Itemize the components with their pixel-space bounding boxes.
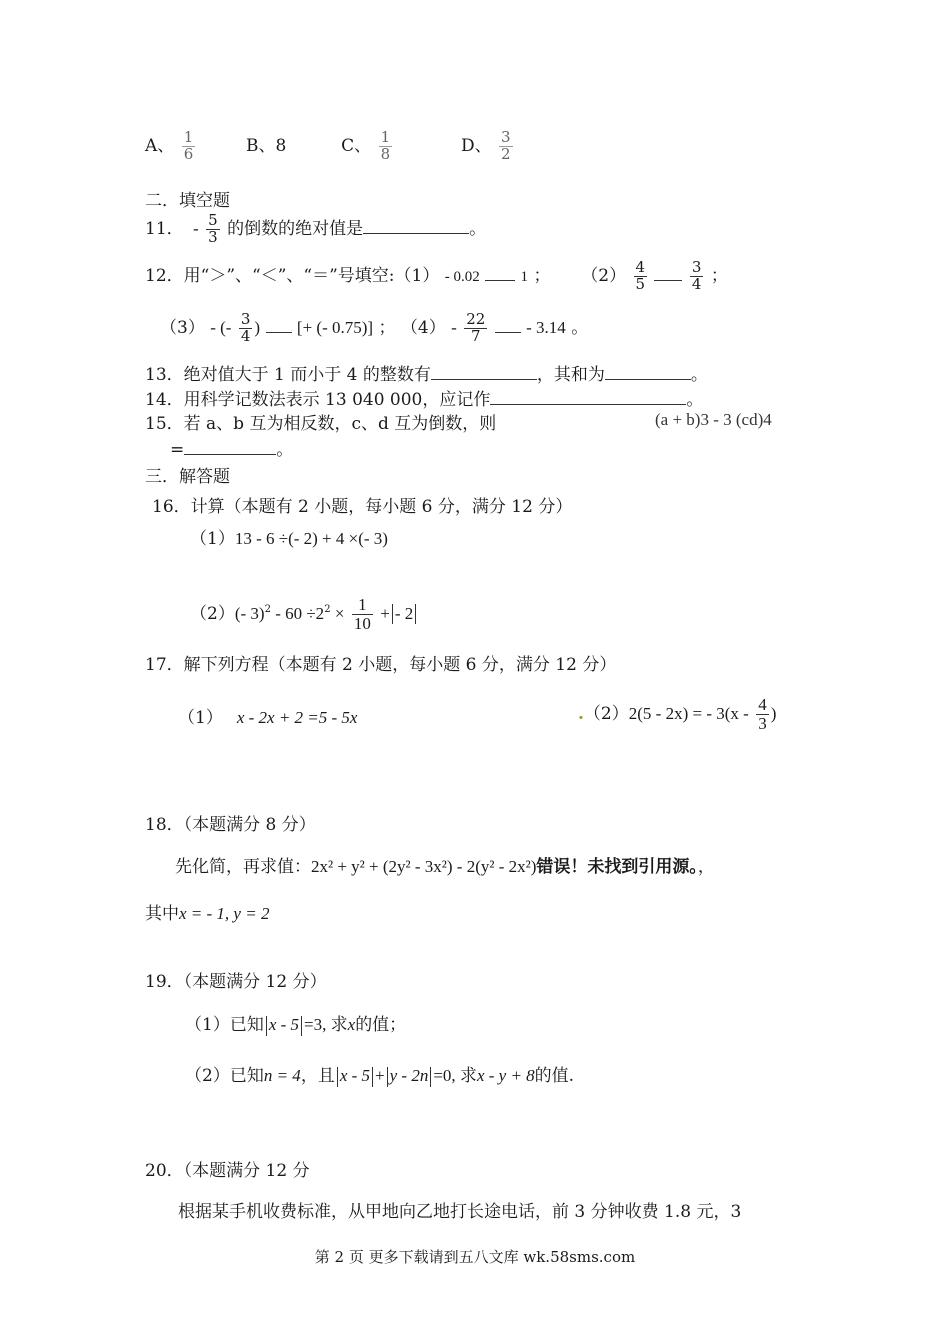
q18-reference-error: 错误！未找到引用源。	[536, 857, 698, 877]
q10-options	[145, 130, 515, 163]
q13-answer-blank-1[interactable]	[431, 365, 537, 380]
q15-expression: (a + b)3 - 3 (cd)4	[655, 410, 772, 429]
question-17-part2: .（2）2(5 - 2x) = - 3(x - $\frac{4}{3}$ )	[578, 695, 777, 733]
option-b: B、8	[246, 135, 287, 156]
question-18-body: 先化简，再求值：2x² + y² + (2y² - 3x²) - 2(y² - 2x²)错误！未找到引用源。，	[175, 857, 715, 877]
q15-answer-line: = 。	[170, 440, 294, 460]
question-14: 14．用科学记数法表示 13 040 000，应记作 。	[145, 390, 704, 410]
section-heading-fill-in: 二．填空题	[145, 191, 230, 211]
option-c-fraction: $\frac{1}{8}$	[380, 128, 391, 163]
q12-part2-fraction-right: $\frac{3}{4}$	[691, 258, 702, 293]
page-footer: 第 2 页 更多下载请到五八文库 wk.58sms.com	[314, 1248, 636, 1266]
q12-part1-blank[interactable]	[485, 266, 515, 281]
question-17-part1: （1） x - 2x + 2 =5 - 5x	[178, 708, 358, 728]
question-18-title: 18．（本题满分 8 分）	[145, 815, 316, 835]
question-16-title: 16．计算（本题有 2 小题，每小题 6 分，满分 12 分）	[152, 497, 573, 517]
q13-answer-blank-2[interactable]	[605, 365, 691, 380]
option-c-label: C、	[341, 135, 372, 156]
q14-answer-blank[interactable]	[490, 390, 686, 405]
question-18-condition: 其中x = - 1, y = 2	[145, 904, 270, 924]
q16-part2-fraction: $\frac{1}{10}$	[353, 595, 371, 633]
question-19-title: 19．（本题满分 12 分）	[145, 972, 327, 992]
q12-part2-fraction-left: $\frac{4}{5}$	[635, 258, 646, 293]
question-16-part2: （2）(- $3)^2 - 60 \div 2^2$ × $\frac{1}{10}$ + - 2	[190, 596, 418, 633]
option-a-fraction: $\frac{1}{6}$	[183, 128, 194, 163]
question-19-part2: （2）已知n = 4，且 x - 5 + y - 2n =0, 求x - y + 8的值.	[185, 1066, 575, 1086]
question-20-body: 根据某手机收费标准，从甲地向乙地打长途电话，前 3 分钟收费 1.8 元，3	[178, 1202, 742, 1222]
section-heading-solve: 三．解答题	[145, 467, 230, 487]
q17-part2-fraction: $\frac{4}{3}$	[758, 695, 767, 733]
q12-part4-fraction: $\frac{22}{7}$	[466, 310, 486, 345]
option-a-label: A、	[145, 135, 175, 156]
question-16-part1: （1）13 - 6 ÷(- 2) + 4 ×(- 3)	[190, 529, 388, 549]
question-15: 15．若 a、b 互为相反数，c、d 互为倒数，则	[145, 414, 497, 434]
question-13: 13．绝对值大于 1 而小于 4 的整数有 ，其和为 。	[145, 365, 708, 385]
q11-answer-blank[interactable]	[363, 219, 469, 234]
q12-part3-blank[interactable]	[266, 318, 292, 333]
q12-part4-blank[interactable]	[495, 318, 521, 333]
option-d-label: D、	[460, 135, 492, 156]
q12-part2-blank[interactable]	[654, 266, 682, 281]
option-d-fraction: $\frac{3}{2}$	[501, 128, 511, 163]
q11-fraction: $\frac{5}{3}$	[208, 211, 218, 246]
question-19-part1: （1）已知 x - 5 =3, 求x的值；	[185, 1015, 407, 1035]
question-12: 12．用“＞”、“＜”、“＝”号填空:（1） - 0.02 1 ； （2） $\frac{4}{5}$ $\frac{3}{4}$ ；	[145, 258, 728, 293]
question-20-title: 20．（本题满分 12 分	[145, 1161, 310, 1181]
question-12-line2: （3） - (- $\frac{3}{4}$ ) [+ (- 0.75)] ； （4） - $\frac{22}{7}$ - 3.14 。	[160, 310, 589, 345]
q15-answer-blank[interactable]	[184, 440, 276, 455]
q12-part3-fraction: $\frac{3}{4}$	[240, 310, 251, 345]
question-11: 11． - $\frac{5}{3}$ 的倒数的绝对值是 。	[145, 211, 487, 246]
question-17-title: 17．解下列方程（本题有 2 小题，每小题 6 分，满分 12 分）	[145, 655, 617, 675]
